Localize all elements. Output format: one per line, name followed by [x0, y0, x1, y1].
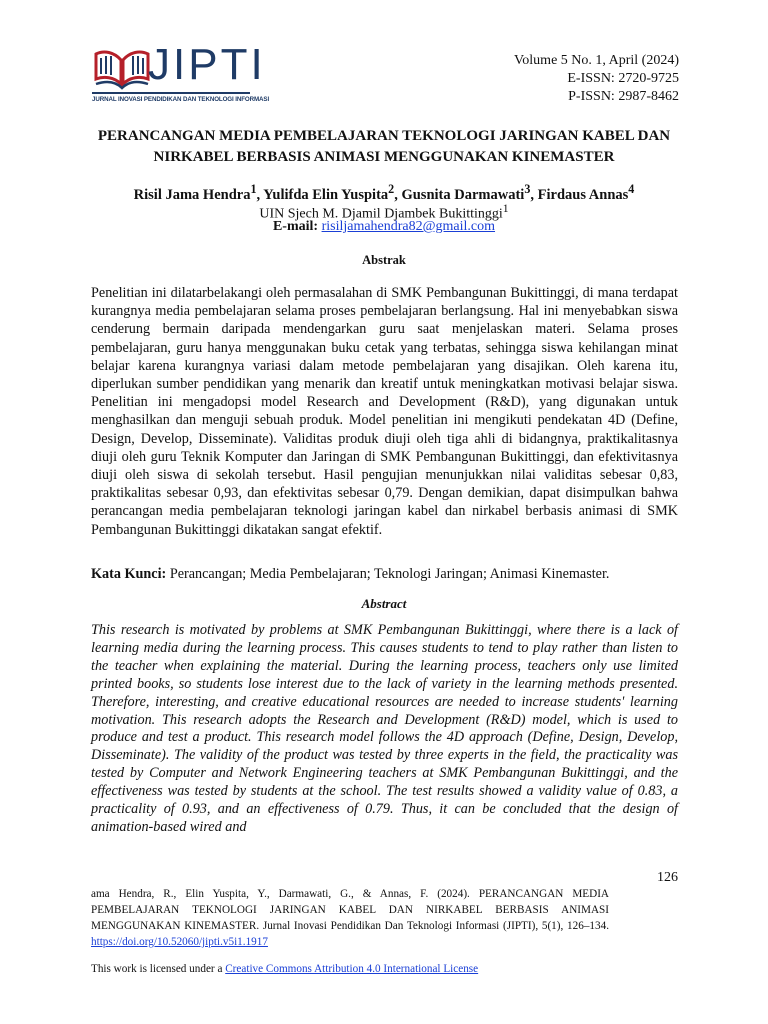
author-name: Yulifda Elin Yuspita — [263, 186, 389, 203]
volume-info: Volume 5 No. 1, April (2024) — [513, 53, 679, 68]
citation-text: ama Hendra, R., Elin Yuspita, Y., Darmawati, G., & Annas, F. (2024). PERANCANGAN MEDIA PEMBELAJARAN TEKNOLOGI JARINGAN KABEL DAN NIRKABEL BERBASIS ANIMASI MENGGUNAKAN KINEMASTER. Jurnal Inovasi Pendidikan Dan Teknologi Informasi (JIPTI), 5(1), 126–134. — [91, 888, 609, 932]
author-sup: 2 — [388, 182, 395, 196]
journal-meta — [514, 52, 679, 106]
abstrak-heading: Abstrak — [362, 253, 406, 267]
email-line — [60, 219, 708, 235]
article-title — [60, 126, 708, 168]
logo-wordmark: JIPTI — [148, 40, 266, 89]
author-sup: 4 — [628, 182, 635, 196]
author-name: Firdaus Annas — [537, 186, 629, 203]
keywords-label: Kata Kunci: — [91, 566, 167, 582]
keywords — [91, 566, 678, 583]
citation — [91, 886, 609, 950]
title-line-1: PERANCANGAN MEDIA PEMBELAJARAN TEKNOLOGI JARINGAN KABEL DAN — [97, 128, 671, 144]
title-line-2: NIRKABEL BERBASIS ANIMASI MENGGUNAKAN KINEMASTER — [153, 149, 615, 165]
pissn: P-ISSN: 2987-8462 — [568, 89, 679, 104]
doi-link[interactable]: https://doi.org/10.52060/jipti.v5i1.1917 — [91, 936, 268, 948]
abstract-body: This research is motivated by problems at SMK Pembangunan Bukittinggi, where there is a lack of learning media during the learning process. This causes students to tend to play rather than listen to the teacher when explaining the material. During the learning process, teachers only use limited printed books, so students lose interest due to the lack of variety in the learning methods presented. Therefore, interesting, and creative educational resources are needed to increase students' learning motivation. This research adopts the Research and Development (R&D) model, which is used to produce and test a product. This research model follows the 4D approach (Define, Design, Develop, Disseminate). The validity of the product was tested by three experts in the field, the practicality was tested by Computer and Network Engineering teachers at SMK Pembangunan Bukittinggi, and the effectiveness was tested by students at the school. The test results showed a validity value of 0.83, a practicality of 0.93, and an effectiveness of 0.79. Thus, it can be concluded that the design of animation-based wired and — [91, 622, 678, 835]
keywords-text: Perancangan; Media Pembelajaran; Teknologi Jaringan; Animasi Kinemaster. — [169, 566, 610, 582]
journal-logo — [92, 40, 270, 110]
eissn: E-ISSN: 2720-9725 — [567, 71, 679, 86]
book-logo-icon — [92, 44, 152, 90]
author-name: Gusnita Darmawati — [401, 186, 525, 203]
logo-divider — [92, 92, 250, 94]
logo-tagline: JURNAL INOVASI PENDIDIKAN DAN TEKNOLOGI INFORMASI — [92, 96, 270, 103]
abstrak-body: Penelitian ini dilatarbelakangi oleh permasalahan di SMK Pembangunan Bukittinggi, di mana terdapat kurangnya media pembelajaran selama proses pembelajaran berlangsung. Hal ini menyebabkan siswa cenderung bermain daripada mendengarkan guru saat menjelaskan materi. Selama proses pembelajaran, guru hanya menggunakan buku cetak yang terbatas, sehingga siswa kehilangan minat belajar karena kurangnya variasi dalam metode pembelajaran yang disajikan. Oleh karena itu, diperlukan sumber pendidikan yang menarik dan kreatif untuk meningkatkan motivasi belajar siswa. Penelitian ini mengadopsi model Research and Development (R&D), yang digunakan untuk menghasilkan dan menguji sebuah produk. Model penelitian ini mengikuti pendekatan 4D (Define, Design, Develop, Disseminate). Validitas produk diuji oleh tiga ahli di bidangnya, praktikalitasnya diuji oleh guru Teknik Komputer dan Jaringan di SMK Pembangunan Bukittinggi, dan efektivitasnya diuji oleh siswa di sekolah tersebut. Hasil pengujian menunjukkan nilai validitas sebesar 0,83, praktikalitas sebesar 0,93, dan efektivitas sebesar 0,79. Dengan demikian, dapat disimpulkan bahwa perancangan media pembelajaran teknologi jaringan kabel dan nirkabel berbasis animasi di SMK Pembangunan Bukittinggi dikatakan sangat efektif. — [91, 285, 678, 538]
license-link[interactable]: Creative Commons Attribution 4.0 International License — [225, 963, 479, 975]
page-number: 126 — [657, 870, 678, 885]
author-list: Risil Jama Hendra$^1$, Yulifda Elin Yuspita$^2$, Gusnita Darmawati$^3$, Firdaus Annas$^4$ — [133, 182, 635, 203]
affiliation-sup: 1 — [502, 202, 509, 215]
author-sup: 3 — [524, 182, 531, 196]
license-text: This work is licensed under a — [91, 963, 223, 975]
email-label: E-mail: — [272, 219, 319, 234]
abstract-heading: Abstract — [361, 596, 407, 611]
author-name: Risil Jama Hendra — [133, 186, 251, 203]
affiliation-text: UIN Sjech M. Djamil Djambek Bukittinggi — [259, 206, 503, 222]
email-link[interactable]: risiljamahendra82@gmail.com — [321, 219, 496, 234]
author-sup: 1 — [250, 182, 257, 196]
license-line — [91, 963, 691, 975]
